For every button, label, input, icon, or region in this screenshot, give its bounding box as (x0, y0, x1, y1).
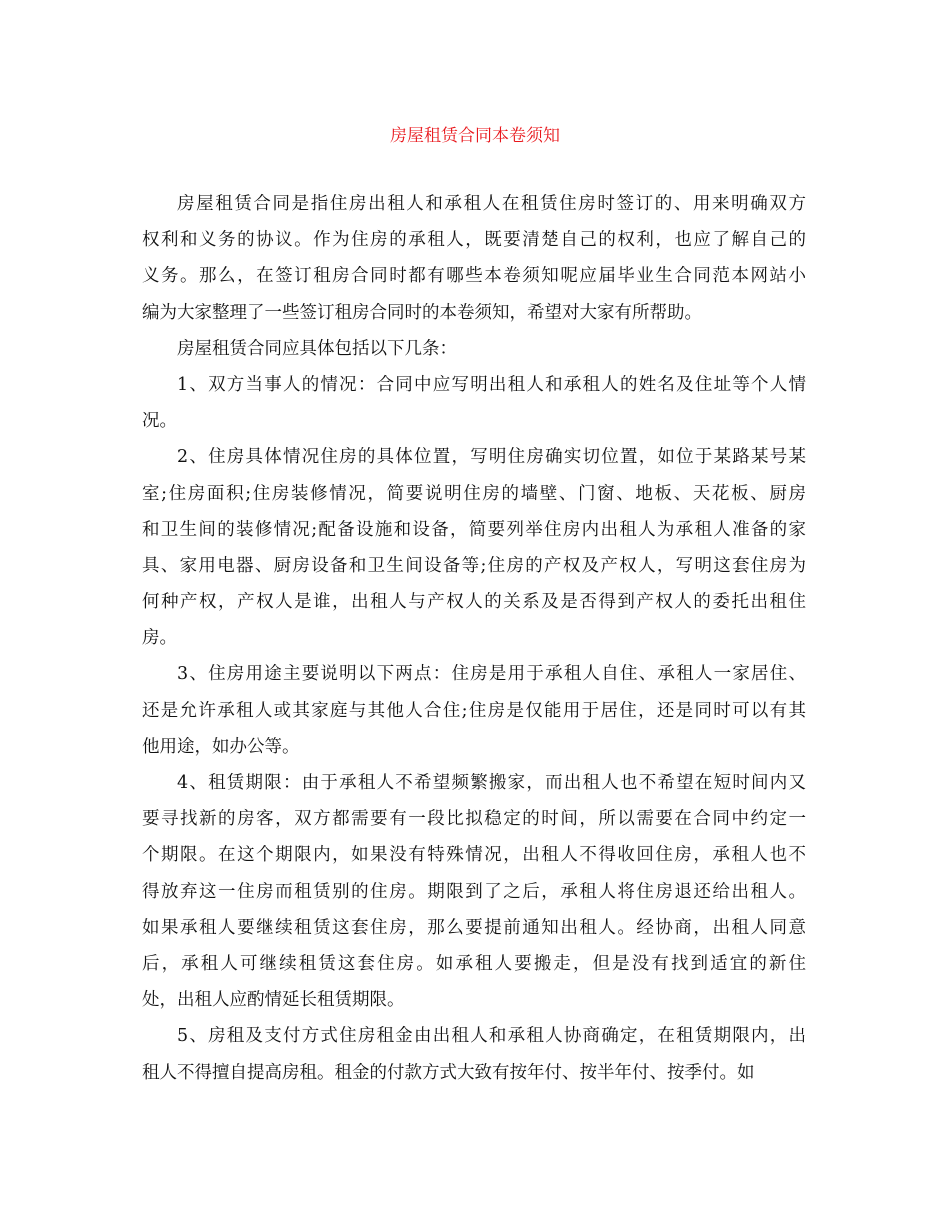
paragraph-line: 3、住房用途主要说明以下两点：住房是用于承租人自住、承租人一家居住、 (177, 664, 806, 685)
paragraph (142, 660, 806, 769)
paragraph-line: 他用途，如办公等。 (142, 736, 300, 757)
paragraph-line: 房屋租赁合同是指住房出租人和承租人在租赁住房时签订的、用来明确双方 (177, 194, 806, 214)
paragraph-line: 如果承租人要继续租赁这套住房，那么要提前通知出租人。经协商，出租人同意 (142, 917, 806, 938)
paragraph (142, 335, 806, 371)
paragraph-line: 4、租赁期限：由于承租人不希望频繁搬家，而出租人也不希望在短时间内又 (177, 773, 806, 793)
paragraph-line: 得放弃这一住房而租赁别的住房。期限到了之后，承租人将住房退还给出租人。 (142, 881, 806, 902)
paragraph-line: 室;住房面积;住房装修情况，简要说明住房的墙壁、门窗、地板、天花板、厨房 (142, 483, 806, 504)
paragraph-line: 租人不得擅自提高房租。租金的付款方式大致有按年付、按半年付、按季付。如 (142, 1062, 755, 1083)
document-title: 房屋租赁合同本卷须知 (390, 126, 560, 146)
paragraph-line: 1、双方当事人的情况：合同中应写明出租人和承租人的姓名及住址等个人情 (177, 374, 806, 395)
paragraph-line: 房。 (142, 628, 177, 649)
document-body (142, 190, 806, 1095)
paragraph-line: 编为大家整理了一些签订租房合同时的本卷须知，希望对大家有所帮助。 (142, 302, 702, 323)
paragraph-line: 后，承租人可继续租赁这套住房。如承租人要搬走，但是没有找到适宜的新住 (142, 953, 806, 974)
paragraph-line: 义务。那么，在签订租房合同时都有哪些本卷须知呢应届毕业生合同范本网站小 (142, 266, 806, 287)
paragraph-line: 况。 (142, 411, 177, 432)
paragraph (142, 769, 806, 1022)
paragraph-line: 房屋租赁合同应具体包括以下几条： (177, 338, 457, 359)
paragraph-line: 2、住房具体情况住房的具体位置，写明住房确实切位置，如位于某路某号某 (177, 447, 806, 468)
paragraph (142, 371, 806, 443)
paragraph-line: 个期限。在这个期限内，如果没有特殊情况，出租人不得收回住房，承租人也不 (142, 845, 806, 866)
paragraph-line: 和卫生间的装修情况;配备设施和设备，简要列举住房内出租人为承租人准备的家 (142, 519, 806, 540)
paragraph (142, 443, 806, 660)
paragraph-line: 权利和义务的协议。作为住房的承租人，既要清楚自己的权利，也应了解自己的 (142, 230, 806, 251)
paragraph-line: 何种产权，产权人是谁，出租人与产权人的关系及是否得到产权人的委托出租住 (142, 592, 806, 613)
paragraph-line: 5、房租及支付方式住房租金由出租人和承租人协商确定，在租赁期限内，出 (177, 1026, 806, 1047)
paragraph (142, 1022, 806, 1094)
paragraph-line: 具、家用电器、厨房设备和卫生间设备等;住房的产权及产权人，写明这套住房为 (142, 555, 806, 576)
paragraph-line: 处，出租人应酌情延长租赁期限。 (142, 990, 405, 1011)
paragraph-line: 要寻找新的房客，双方都需要有一段比拟稳定的时间，所以需要在合同中约定一 (142, 809, 806, 830)
paragraph (142, 190, 806, 335)
paragraph-line: 还是允许承租人或其家庭与其他人合住;住房是仅能用于居住，还是同时可以有其 (142, 700, 806, 721)
